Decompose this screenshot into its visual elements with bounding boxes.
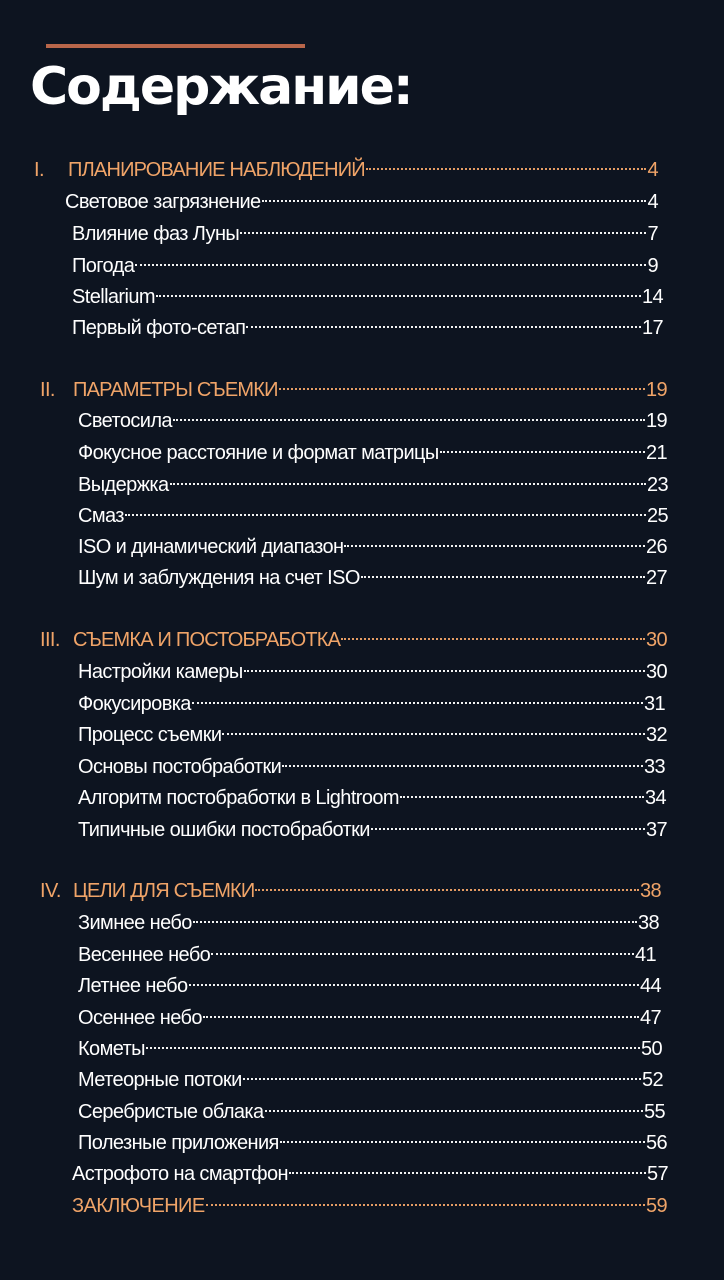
dot-leader bbox=[361, 576, 645, 578]
dot-leader bbox=[400, 796, 644, 798]
toc-label: Погода bbox=[72, 255, 135, 277]
page-number: 55 bbox=[643, 1101, 665, 1123]
page-number: 47 bbox=[639, 1007, 661, 1029]
toc-label: ЦЕЛИ ДЛЯ СЪЕМКИ bbox=[73, 880, 255, 902]
toc-label: Фокусировка bbox=[78, 693, 191, 715]
toc-label: Настройки камеры bbox=[78, 661, 243, 683]
page-number: 19 bbox=[645, 379, 667, 401]
toc-label: Шум и заблуждения на счет ISO bbox=[78, 567, 360, 589]
page-number: 30 bbox=[645, 629, 667, 651]
dot-leader bbox=[246, 326, 641, 328]
dot-leader bbox=[156, 295, 641, 297]
page-number: 38 bbox=[639, 880, 661, 902]
page-number: 31 bbox=[643, 693, 665, 715]
page-number: 19 bbox=[645, 410, 667, 432]
toc-entry[interactable] bbox=[78, 405, 667, 437]
dot-leader bbox=[265, 1110, 643, 1112]
toc-conclusion[interactable] bbox=[72, 1190, 667, 1222]
page-number: 37 bbox=[645, 819, 667, 841]
toc-entry[interactable] bbox=[78, 939, 656, 971]
toc-entry[interactable] bbox=[78, 907, 659, 939]
toc-entry[interactable] bbox=[78, 437, 667, 469]
toc-entry[interactable] bbox=[78, 656, 667, 688]
toc-section-heading[interactable] bbox=[40, 624, 667, 656]
dot-leader bbox=[282, 765, 643, 767]
page-number: 52 bbox=[641, 1069, 663, 1091]
dot-leader bbox=[170, 483, 646, 485]
toc-label: Фокусное расстояние и формат матрицы bbox=[78, 442, 439, 464]
toc-entry[interactable] bbox=[78, 469, 668, 501]
dot-leader bbox=[146, 1047, 640, 1049]
page-number: 4 bbox=[647, 159, 658, 181]
toc-label: Астрофото на смартфон bbox=[72, 1163, 288, 1185]
toc-entry[interactable] bbox=[78, 500, 668, 532]
dot-leader bbox=[262, 200, 647, 202]
page-title: Содержание: bbox=[30, 57, 412, 117]
toc-label: Зимнее небо bbox=[78, 912, 192, 934]
toc-label: Летнее небо bbox=[78, 975, 188, 997]
toc-section-heading[interactable] bbox=[34, 154, 658, 186]
page-number: 26 bbox=[645, 536, 667, 558]
page-number: 32 bbox=[645, 724, 667, 746]
page-number: 4 bbox=[647, 191, 658, 213]
dot-leader bbox=[289, 1172, 646, 1174]
dot-leader bbox=[240, 232, 646, 234]
dot-leader bbox=[440, 451, 645, 453]
toc-entry[interactable] bbox=[78, 688, 665, 720]
dot-leader bbox=[206, 1204, 645, 1206]
section-numeral: II. bbox=[40, 379, 55, 401]
toc-label: Светосила bbox=[78, 410, 172, 432]
toc-section-heading[interactable] bbox=[40, 374, 667, 406]
toc-entry[interactable] bbox=[78, 814, 667, 846]
toc-label: Основы постобработки bbox=[78, 756, 282, 778]
dot-leader bbox=[173, 419, 645, 421]
toc-entry[interactable] bbox=[78, 1127, 667, 1159]
toc-label: СЪЕМКА И ПОСТОБРАБОТКА bbox=[73, 629, 341, 651]
section-numeral: IV. bbox=[40, 880, 61, 902]
toc-entry[interactable] bbox=[78, 1096, 665, 1128]
dot-leader bbox=[366, 168, 647, 170]
dot-leader bbox=[125, 514, 646, 516]
page-number: 9 bbox=[647, 255, 658, 277]
dot-leader bbox=[189, 984, 639, 986]
toc-entry[interactable] bbox=[78, 1033, 662, 1065]
toc-label: ЗАКЛЮЧЕНИЕ bbox=[72, 1195, 205, 1217]
toc-label: Процесс съемки bbox=[78, 724, 222, 746]
toc-entry[interactable] bbox=[72, 312, 663, 344]
toc-label: Первый фото-сетап bbox=[72, 317, 246, 339]
toc-entry[interactable] bbox=[78, 719, 667, 751]
dot-leader bbox=[341, 638, 645, 640]
toc-entry[interactable] bbox=[78, 1002, 661, 1034]
toc-label: Полезные приложения bbox=[78, 1132, 279, 1154]
toc-label: Кометы bbox=[78, 1038, 145, 1060]
page-number: 7 bbox=[647, 223, 658, 245]
page-number: 44 bbox=[639, 975, 661, 997]
toc-entry[interactable] bbox=[78, 531, 667, 563]
toc-label: Алгоритм постобработки в Lightroom bbox=[78, 787, 399, 809]
toc-label: Влияние фаз Луны bbox=[72, 223, 240, 245]
toc-label: Световое загрязнение bbox=[65, 191, 261, 213]
page-number: 25 bbox=[646, 505, 668, 527]
page-number: 50 bbox=[640, 1038, 662, 1060]
section-numeral: III. bbox=[40, 629, 60, 651]
page-number: 59 bbox=[645, 1195, 667, 1217]
dot-leader bbox=[203, 1016, 639, 1018]
toc-entry[interactable] bbox=[72, 281, 663, 313]
toc-label: Осеннее небо bbox=[78, 1007, 202, 1029]
toc-label: ISO и динамический диапазон bbox=[78, 536, 344, 558]
dot-leader bbox=[211, 953, 634, 955]
page-number: 30 bbox=[645, 661, 667, 683]
toc-section-heading[interactable] bbox=[40, 875, 661, 907]
toc-entry[interactable] bbox=[78, 562, 667, 594]
toc-entry[interactable] bbox=[78, 1064, 663, 1096]
toc-label: Типичные ошибки постобработки bbox=[78, 819, 370, 841]
toc-label: ПЛАНИРОВАНИЕ НАБЛЮДЕНИЙ bbox=[68, 159, 365, 181]
section-numeral: I. bbox=[34, 159, 44, 181]
dot-leader bbox=[244, 670, 645, 672]
page-number: 38 bbox=[637, 912, 659, 934]
page-number: 23 bbox=[646, 474, 668, 496]
page-number: 57 bbox=[646, 1163, 668, 1185]
page-number: 27 bbox=[645, 567, 667, 589]
toc-label: Смаз bbox=[78, 505, 124, 527]
page-number: 14 bbox=[641, 286, 663, 308]
toc-label: Stellarium bbox=[72, 286, 155, 308]
toc-entry[interactable] bbox=[65, 186, 658, 218]
dot-leader bbox=[222, 733, 645, 735]
dot-leader bbox=[243, 1078, 641, 1080]
toc-entry[interactable] bbox=[78, 782, 666, 814]
dot-leader bbox=[255, 889, 638, 891]
toc-entry[interactable] bbox=[78, 751, 665, 783]
page-number: 33 bbox=[643, 756, 665, 778]
toc-entry[interactable] bbox=[72, 250, 658, 282]
page-number: 56 bbox=[645, 1132, 667, 1154]
dot-leader bbox=[193, 921, 637, 923]
toc-label: ПАРАМЕТРЫ СЪЕМКИ bbox=[73, 379, 278, 401]
toc-entry[interactable] bbox=[72, 218, 658, 250]
toc-label: Выдержка bbox=[78, 474, 169, 496]
page-number: 21 bbox=[645, 442, 667, 464]
dot-leader bbox=[279, 388, 645, 390]
dot-leader bbox=[344, 545, 644, 547]
toc-label: Метеорные потоки bbox=[78, 1069, 242, 1091]
toc-label: Серебристые облака bbox=[78, 1101, 264, 1123]
toc-entry[interactable] bbox=[78, 970, 661, 1002]
dot-leader bbox=[192, 702, 643, 704]
toc-label: Весеннее небо bbox=[78, 944, 211, 966]
page-number: 41 bbox=[634, 944, 656, 966]
page-number: 17 bbox=[641, 317, 663, 339]
dot-leader bbox=[371, 828, 645, 830]
dot-leader bbox=[135, 264, 646, 266]
toc-entry[interactable] bbox=[72, 1158, 668, 1190]
page-number: 34 bbox=[644, 787, 666, 809]
dot-leader bbox=[280, 1141, 645, 1143]
